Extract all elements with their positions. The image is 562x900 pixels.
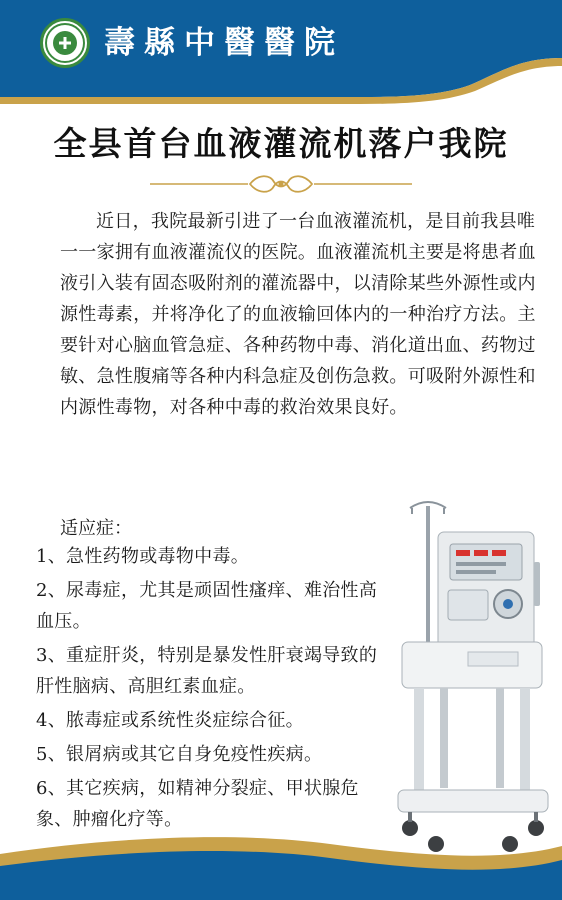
- hospital-name: 壽縣中醫醫院: [104, 25, 344, 61]
- indications-title: 适应症：: [60, 518, 132, 539]
- list-item: 4、脓毒症或系统性炎症综合征。: [36, 710, 304, 731]
- list-item: 6、其它疾病，如精神分裂症、甲状腺危象、肿瘤化疗等。: [36, 778, 359, 830]
- list-item: 2、尿毒症，尤其是顽固性瘙痒、难治性高血压。: [36, 580, 378, 632]
- hemoperfusion-machine-icon: [390, 492, 556, 860]
- hospital-logo-icon: [40, 18, 90, 68]
- footer-band: [0, 832, 562, 900]
- list-item: 1、急性药物或毒物中毒。: [36, 546, 250, 567]
- list-item: 3、重症肝炎，特别是暴发性肝衰竭导致的肝性脑病、高胆红素血症。: [36, 645, 378, 697]
- list-item: 5、银屑病或其它自身免疫性疾病。: [36, 744, 323, 765]
- intro-paragraph: 近日，我院最新引进了一台血液灌流机，是目前我县唯一一家拥有血液灌流仪的医院。血液灌流机主要是将患者血液引入装有固态吸附剂的灌流器中，以清除某些外源性或内源性毒素，并将净化了的血液输回体内的一种治疗方法。主要针对心脑血管急症、各种药物中毒、消化道出血、药物过敏、急性腹痛等各种内科急症及创伤急救。可吸附外源性和内源性毒物，对各种中毒的救治效果良好。: [60, 211, 536, 418]
- indications-list: [36, 541, 386, 838]
- ornament-divider: [150, 172, 412, 196]
- article-title: 全县首台血液灌流机落户我院: [53, 124, 509, 163]
